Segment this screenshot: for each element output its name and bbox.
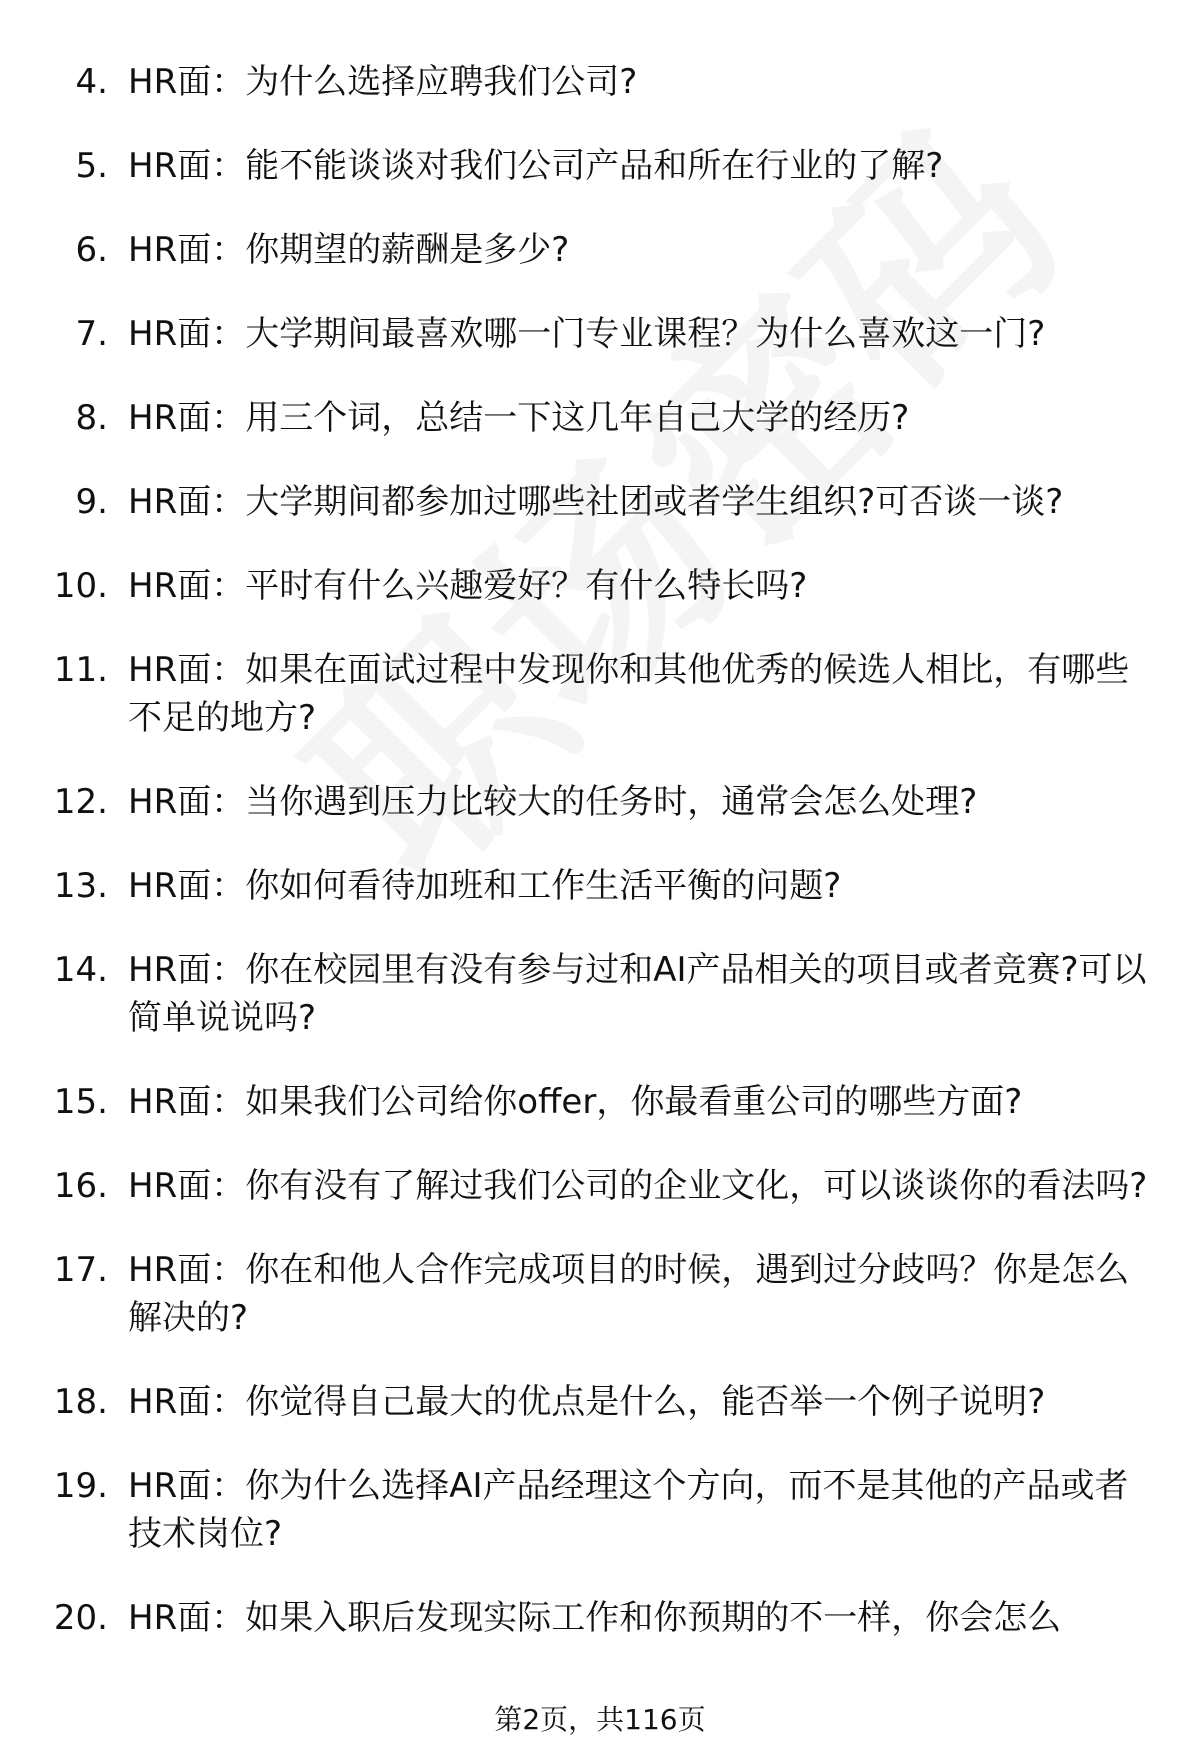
item-text: HR面：你在和他人合作完成项目的时候，遇到过分歧吗？你是怎么解决的?: [128, 1250, 1130, 1338]
list-item: [0, 1378, 1200, 1426]
item-number: 16.: [53, 1166, 108, 1206]
list-item: [0, 226, 1200, 274]
list-item: [0, 1162, 1200, 1210]
item-number: 18.: [53, 1382, 108, 1422]
list-item: [0, 562, 1200, 610]
item-number: 10.: [53, 566, 108, 606]
item-text: HR面：你有没有了解过我们公司的企业文化，可以谈谈你的看法吗?: [128, 1166, 1148, 1206]
list-item: [0, 1594, 1200, 1642]
item-number: 8.: [75, 398, 108, 438]
item-number: 14.: [53, 950, 108, 990]
question-list: [0, 58, 1200, 1678]
item-number: 20.: [53, 1598, 108, 1638]
list-item: [0, 1246, 1200, 1342]
item-text: HR面：大学期间最喜欢哪一门专业课程？为什么喜欢这一门?: [128, 314, 1046, 354]
item-number: 6.: [75, 230, 108, 270]
list-item: [0, 946, 1200, 1042]
item-number: 11.: [53, 650, 108, 690]
list-item: [0, 1462, 1200, 1558]
list-item: [0, 646, 1200, 742]
item-number: 17.: [53, 1250, 108, 1290]
list-item: [0, 478, 1200, 526]
item-number: 4.: [75, 62, 108, 102]
item-text: HR面：平时有什么兴趣爱好？有什么特长吗?: [128, 566, 808, 606]
item-number: 5.: [75, 146, 108, 186]
item-number: 12.: [53, 782, 108, 822]
list-item: [0, 394, 1200, 442]
item-text: HR面：如果我们公司给你offer，你最看重公司的哪些方面?: [128, 1082, 1023, 1122]
item-number: 13.: [53, 866, 108, 906]
item-text: HR面：如果在面试过程中发现你和其他优秀的候选人相比，有哪些不足的地方?: [128, 650, 1130, 738]
list-item: [0, 778, 1200, 826]
item-text: HR面：你觉得自己最大的优点是什么，能否举一个例子说明?: [128, 1382, 1046, 1422]
item-number: 15.: [53, 1082, 108, 1122]
list-item: [0, 1078, 1200, 1126]
item-text: HR面：当你遇到压力比较大的任务时，通常会怎么处理?: [128, 782, 978, 822]
item-text: HR面：你在校园里有没有参与过和AI产品相关的项目或者竞赛?可以简单说说吗?: [128, 950, 1147, 1038]
list-item: [0, 142, 1200, 190]
page-number: 第2页，共116页: [494, 1703, 706, 1736]
list-item: [0, 862, 1200, 910]
item-text: HR面：你期望的薪酬是多少?: [128, 230, 570, 270]
list-item: [0, 58, 1200, 106]
item-text: HR面：能不能谈谈对我们公司产品和所在行业的了解?: [128, 146, 944, 186]
item-text: HR面：大学期间都参加过哪些社团或者学生组织?可否谈一谈?: [128, 482, 1064, 522]
item-number: 7.: [75, 314, 108, 354]
item-text: HR面：为什么选择应聘我们公司?: [128, 62, 638, 102]
item-text: HR面：你如何看待加班和工作生活平衡的问题?: [128, 866, 842, 906]
item-number: 19.: [53, 1466, 108, 1506]
item-text: HR面：你为什么选择AI产品经理这个方向，而不是其他的产品或者技术岗位?: [128, 1466, 1129, 1554]
list-item: [0, 310, 1200, 358]
item-number: 9.: [75, 482, 108, 522]
item-text: HR面：用三个词，总结一下这几年自己大学的经历?: [128, 398, 910, 438]
item-text: HR面：如果入职后发现实际工作和你预期的不一样，你会怎么: [128, 1598, 1062, 1638]
